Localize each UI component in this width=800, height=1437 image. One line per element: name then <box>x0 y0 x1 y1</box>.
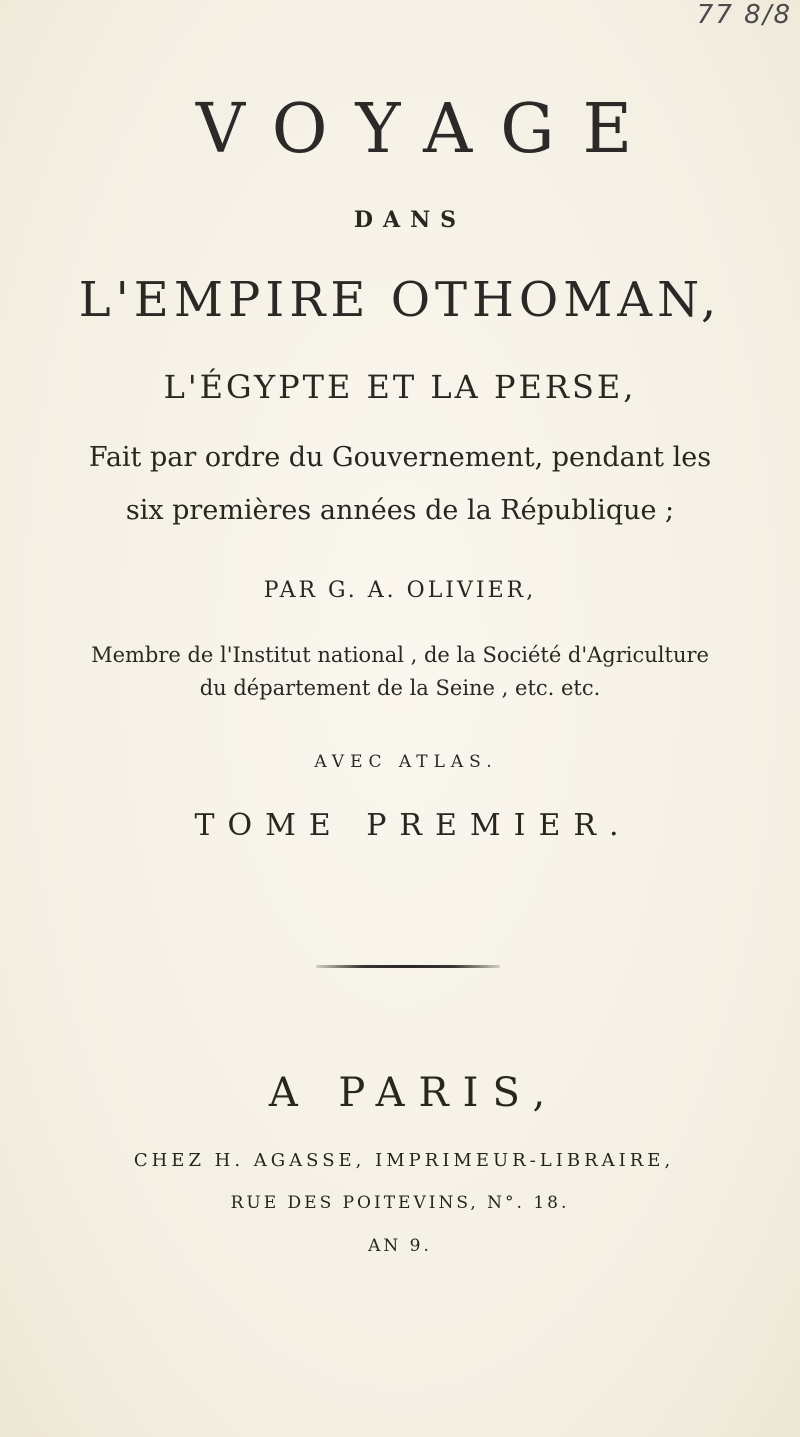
volume-label: TOME PREMIER. <box>194 808 632 843</box>
description-line-1: Fait par ordre du Gouvernement, pendant les <box>88 442 712 473</box>
title-dans: DANS <box>353 207 467 233</box>
title-empire-othoman: L'EMPIRE OTHOMAN, <box>78 272 722 328</box>
author-credentials-line-1: Membre de l'Institut national , de la Société d'Agriculture <box>91 643 709 667</box>
imprint-address: RUE DES POITEVINS, N°. 18. <box>230 1193 570 1213</box>
description-line-2: six premières années de la République ; <box>125 495 675 526</box>
title-egypte-perse: L'ÉGYPTE ET LA PERSE, <box>163 368 637 406</box>
title-voyage: VOYAGE <box>195 90 661 169</box>
imprint-date: AN 9. <box>368 1236 432 1256</box>
imprint-publisher: CHEZ H. AGASSE, IMPRIMEUR-LIBRAIRE, <box>133 1150 675 1171</box>
imprint-city: A PARIS, <box>268 1070 560 1116</box>
author-credentials-line-2: du département de la Seine , etc. etc. <box>199 676 601 700</box>
supplement-atlas: AVEC ATLAS. <box>314 752 498 772</box>
divider-rule <box>316 965 500 968</box>
shelfmark-annotation: 77 8/8 <box>696 0 792 30</box>
author-byline: PAR G. A. OLIVIER, <box>263 578 537 603</box>
